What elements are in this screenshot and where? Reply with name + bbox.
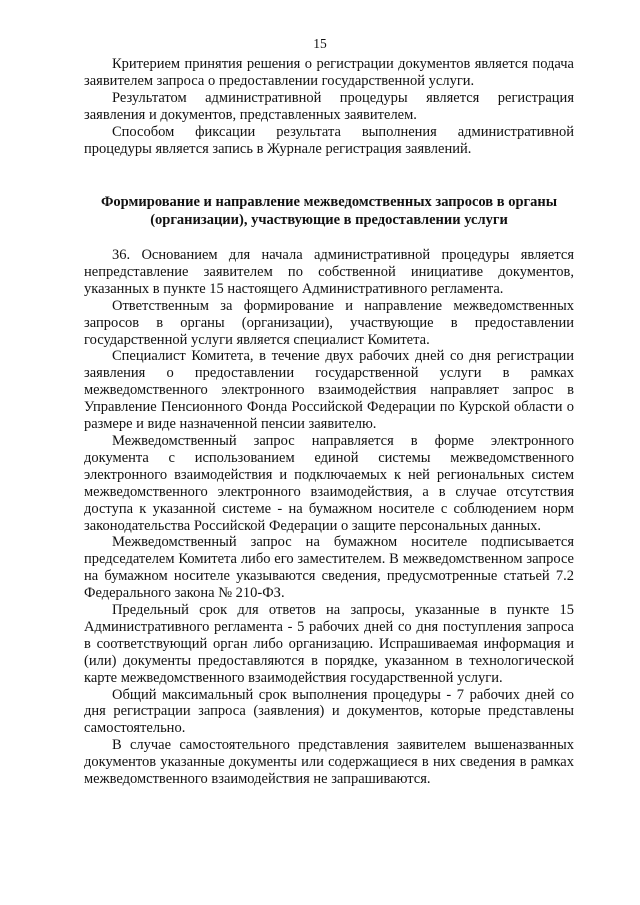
paragraph-self-submission: В случае самостоятельного представления заявителем вышеназванных документов указанные документы или содержащиеся в них сведения в рамках межведомственного взаимодействия не запрашиваются.	[84, 737, 574, 788]
page-number: 15	[313, 36, 327, 51]
paragraph-specialist-request: Специалист Комитета, в течение двух рабочих дней со дня регистрации заявления о предоставлении государственной услуги в рамках межведомственного электронного взаимодействия направляет запрос в Управление Пенсионного Фонда Российской Федерации по Курской области о размере и виде назначенной пенсии заявителю.	[84, 348, 574, 433]
paragraph-paper-request: Межведомственный запрос на бумажном носителе подписывается председателем Комитета либо его заместителем. В межведомственном запросе на бумажном носителе указываются сведения, предусмотренные статьей 7.2 Федерального закона № 210-ФЗ.	[84, 534, 574, 602]
paragraph-decision-criterion: Критерием принятия решения о регистрации документов является подача заявителем запроса о предоставлении государственной услуги.	[84, 56, 574, 89]
paragraph-response-deadline: Предельный срок для ответов на запросы, указанные в пункте 15 Административного регламента - 5 рабочих дней со дня поступления запроса в соответствующий орган либо организацию. Испрашиваемая информация и (или) документы предоставляются в порядке, указанном в технологической карте межведомственного взаимодействия государственной услуги.	[84, 602, 574, 686]
paragraph-request-form: Межведомственный запрос направляется в форме электронного документа с использованием единой системы межведомственного электронного взаимодействия и подключаемых к ней региональных систем межведомственного электронного взаимодействия, а в случае отсутствия доступа к указанной системе - на бумажном носителе с соблюдением норм законодательства Российской Федерации о защите персональных данных.	[84, 432, 574, 534]
paragraph-responsible: Ответственным за формирование и направление межведомственных запросов в органы (организации), участвующие в предоставлении государственной услуги является специалист Комитета.	[84, 297, 574, 348]
paragraph-procedure-result: Результатом административной процедуры является регистрация заявления и документов, представленных заявителем.	[84, 89, 574, 123]
section-heading: Формирование и направление межведомственных запросов в органы (организации), участвующие в предоставлении услуги	[100, 194, 558, 228]
paragraph-max-term: Общий максимальный срок выполнения процедуры - 7 рабочих дней со дня регистрации запроса (заявления) и документов, которые представлены самостоятельно.	[84, 686, 574, 737]
paragraph-result-recording: Способом фиксации результата выполнения административной процедуры является запись в Журнале регистрация заявлений.	[84, 123, 574, 157]
paragraph-36-basis: 36. Основанием для начала административной процедуры является непредставление заявителем по собственной инициативе документов, указанных в пункте 15 настоящего Административного регламента.	[84, 247, 574, 297]
top-text-block	[84, 56, 574, 157]
main-text-block	[84, 247, 574, 788]
